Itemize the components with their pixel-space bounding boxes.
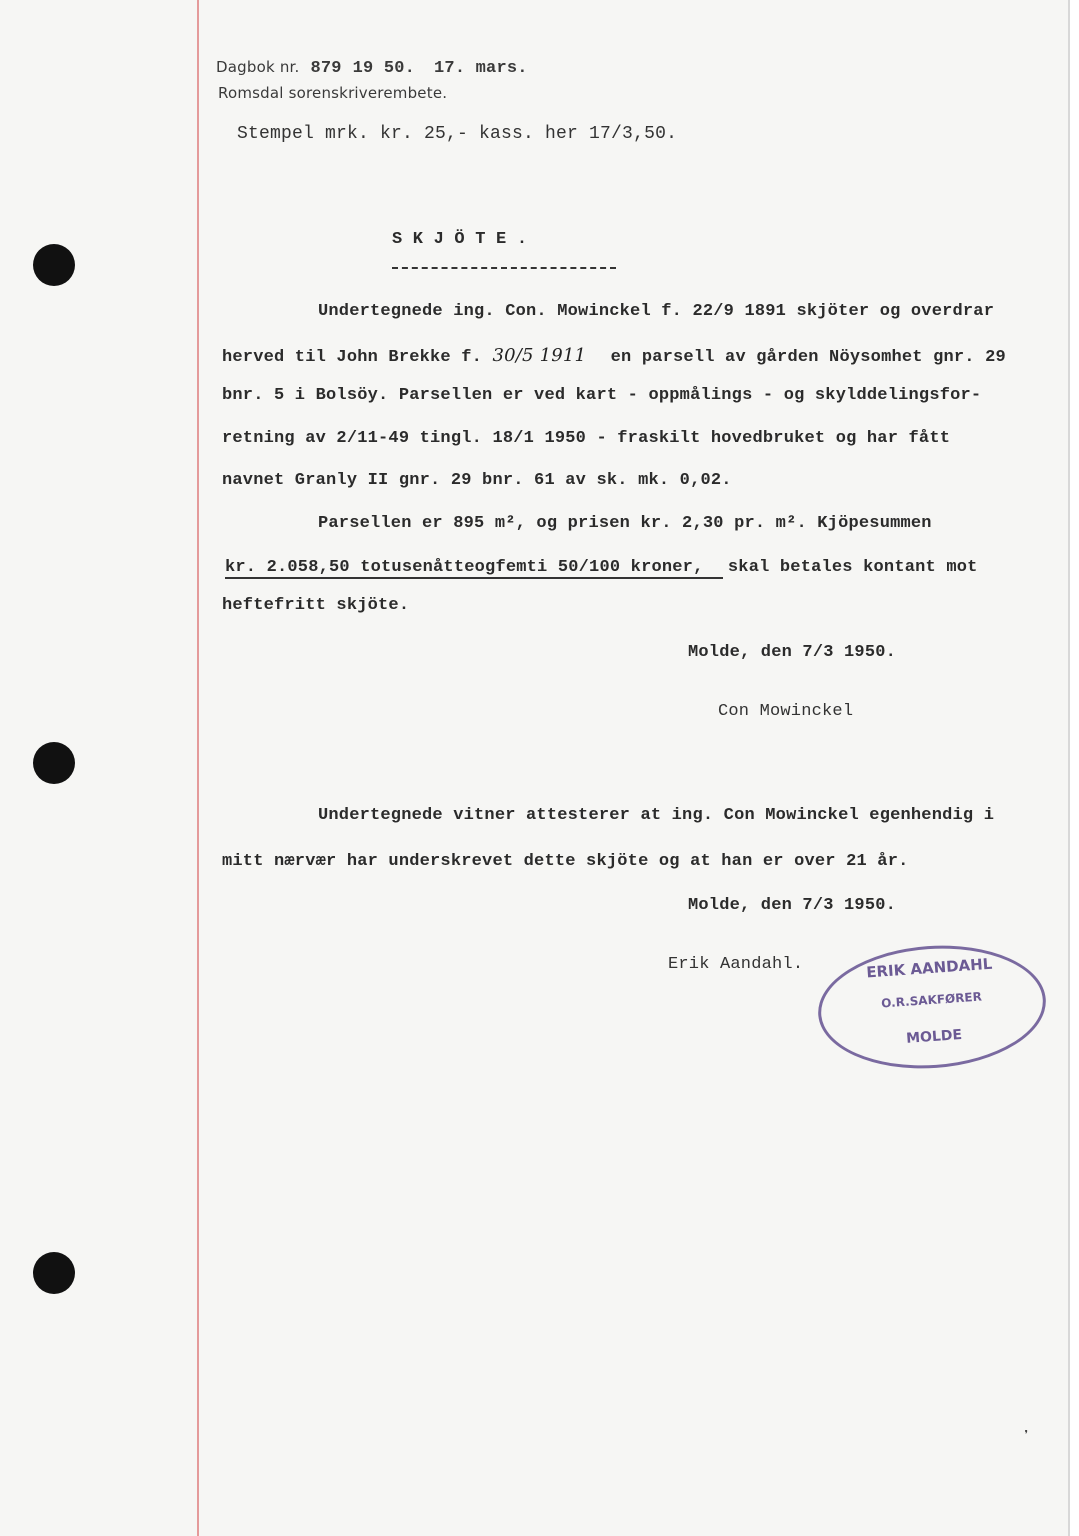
place-date: Molde, den 7/3 1950. (688, 896, 897, 915)
lawyer-stamp (814, 938, 1050, 1076)
punch-hole-top (33, 244, 75, 286)
punch-hole-middle (33, 742, 75, 784)
red-margin-line (197, 0, 199, 1536)
body-line: bnr. 5 i Bolsöy. Parsellen er ved kart - oppmålings - og skylddelingsfor- (222, 386, 982, 405)
office-name: Romsdal sorenskriverembete. (218, 84, 448, 102)
journal-number: 879 (310, 59, 342, 78)
punch-hole-bottom (33, 1252, 75, 1294)
body-line: mitt nærvær har underskrevet dette skjöte og at han er over 21 år. (222, 852, 909, 871)
body-line: Undertegnede vitner attesterer at ing. Con Mowinckel egenhendig i (318, 806, 995, 825)
journal-year: 19 50. (352, 59, 416, 78)
body-line: retning av 2/11-49 tingl. 18/1 1950 - fraskilt hovedbruket og har fått (222, 429, 951, 448)
handwritten-birthdate: 30/5 1911 (492, 345, 587, 366)
body-text: skal betales kontant mot (727, 558, 978, 577)
body-text: herved til John Brekke f. (222, 348, 483, 367)
body-line: heftefritt skjöte. (222, 596, 410, 615)
signature-seller: Con Mowinckel (718, 702, 854, 721)
body-line (222, 345, 1006, 367)
stamp-title: O.R.SAKFØRER (880, 989, 983, 1011)
journal-date: 17. mars. (434, 59, 528, 78)
body-line: Parsellen er 895 m², og prisen kr. 2,30 pr. m². Kjöpesummen (318, 514, 932, 533)
stamp-name: ERIK AANDAHL (865, 954, 993, 982)
document-title: S K J Ö T E . (392, 230, 528, 249)
amount-text: kr. 2.058,50 totusenåtteogfemti 50/100 kroner, (225, 558, 704, 577)
place-date: Molde, den 7/3 1950. (688, 643, 897, 662)
body-line (225, 558, 978, 577)
journal-stamp (216, 58, 528, 78)
body-line: navnet Granly II gnr. 29 bnr. 61 av sk. mk. 0,02. (222, 471, 732, 490)
journal-label: Dagbok nr. (216, 58, 300, 76)
signature-witness: Erik Aandahl. (668, 955, 804, 974)
title-underline (392, 267, 616, 269)
body-line: Undertegnede ing. Con. Mowinckel f. 22/9 1891 skjöter og overdrar (318, 302, 995, 321)
ink-mark: ❜ (1022, 1429, 1031, 1445)
fee-line: Stempel mrk. kr. 25,- kass. her 17/3,50. (237, 124, 678, 144)
stamp-city: MOLDE (905, 1026, 963, 1047)
body-text: en parsell av gården Nöysomhet gnr. 29 (610, 348, 1006, 367)
amount-underline (225, 577, 723, 579)
